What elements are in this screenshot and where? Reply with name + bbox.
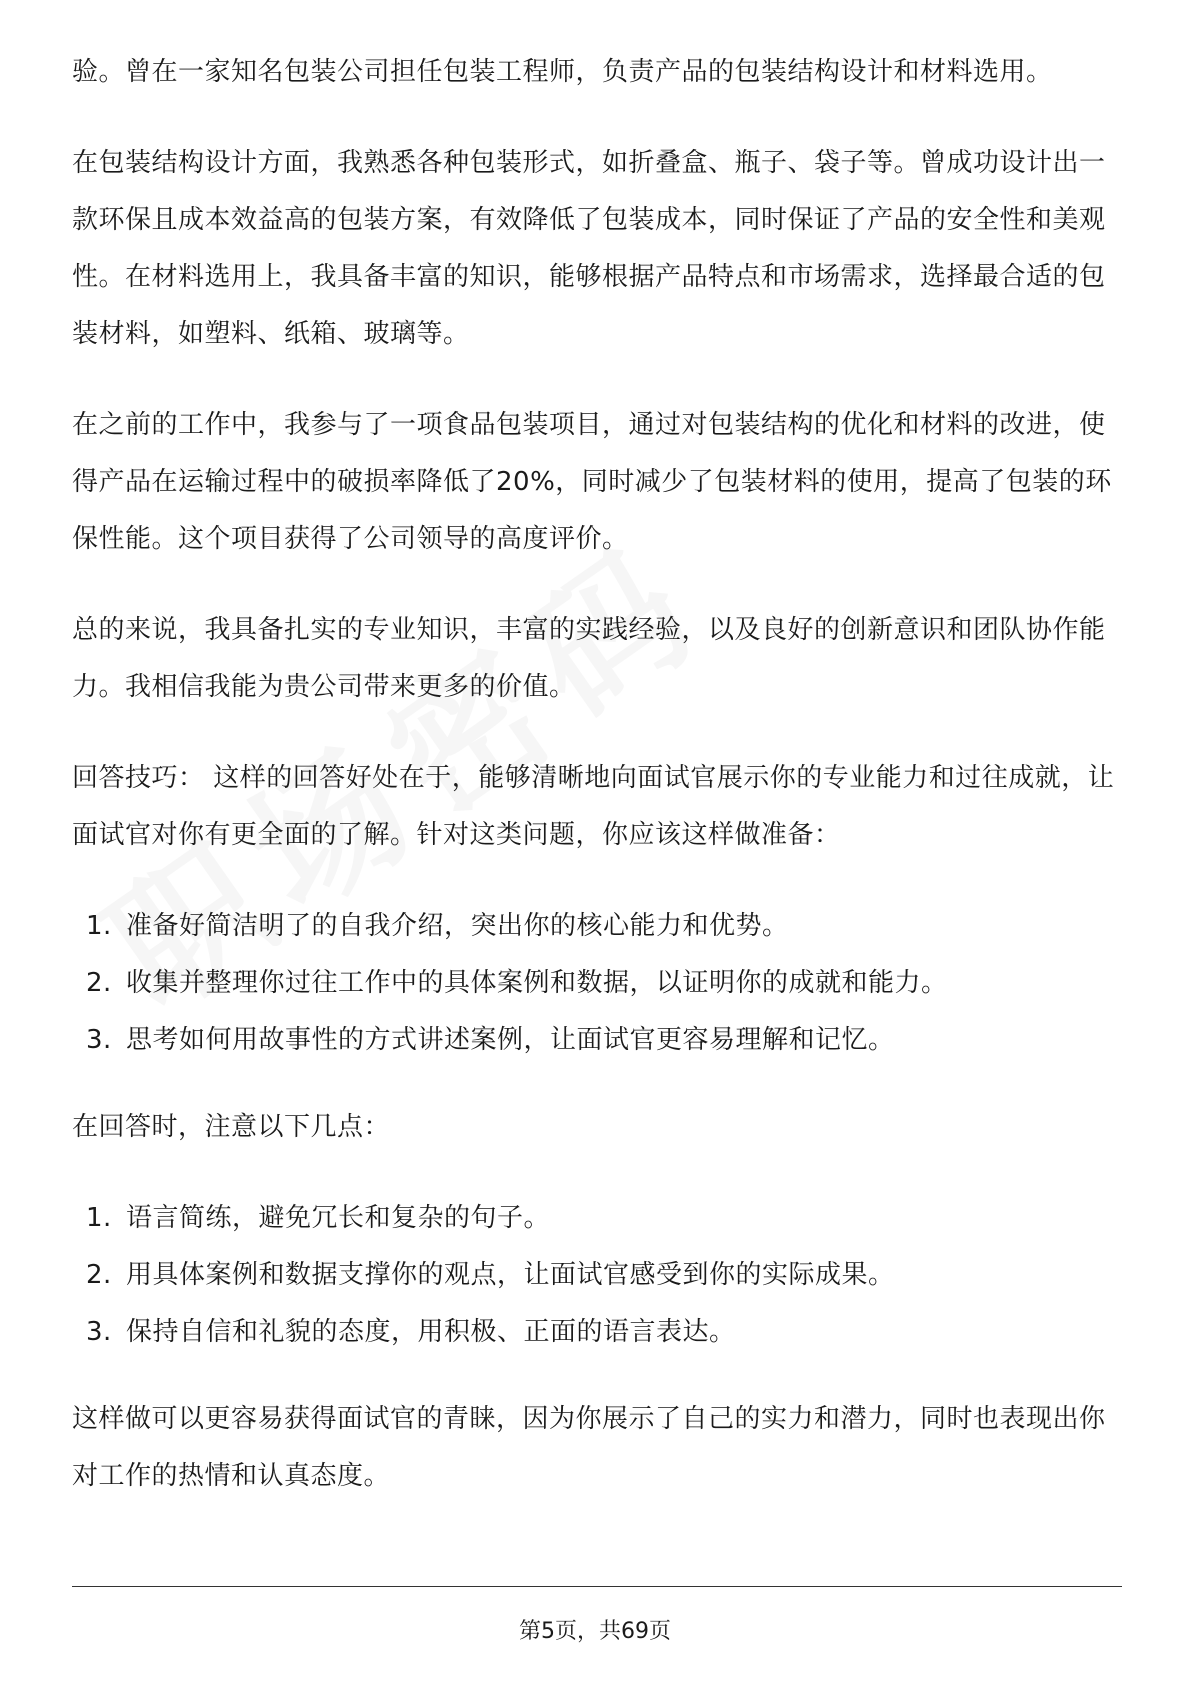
document-body xyxy=(72,44,1122,1539)
list-number: 1. xyxy=(86,911,112,941)
list-number: 1. xyxy=(86,1203,112,1233)
list-number: 3. xyxy=(86,1025,112,1055)
list-number: 2. xyxy=(86,1260,112,1290)
footer-divider xyxy=(72,1586,1122,1587)
list-text: 用具体案例和数据支撑你的观点，让面试官感受到你的实际成果。 xyxy=(126,1260,895,1290)
list-item xyxy=(72,1247,1122,1304)
list-text: 准备好简洁明了的自我介绍，突出你的核心能力和优势。 xyxy=(126,911,789,941)
list-number: 2. xyxy=(86,968,112,998)
paragraph-3: 在之前的工作中，我参与了一项食品包装项目，通过对包装结构的优化和材料的改进，使得产品在运输过程中的破损率降低了20%，同时减少了包装材料的使用，提高了包装的环保性能。这个项目获得了公司领导的高度评价。 xyxy=(72,410,1112,554)
list-text: 语言简练，避免冗长和复杂的句子。 xyxy=(126,1203,551,1233)
list-number: 3. xyxy=(86,1317,112,1347)
closing-paragraph: 这样做可以更容易获得面试官的青睐，因为你展示了自己的实力和潜力，同时也表现出你对工作的热情和认真态度。 xyxy=(72,1404,1106,1491)
list-item xyxy=(72,1304,1122,1361)
answer-notes-intro: 在回答时，注意以下几点： xyxy=(72,1112,391,1142)
answer-notes-list xyxy=(72,1190,1122,1361)
list-item xyxy=(72,955,1122,1012)
list-item xyxy=(72,1190,1122,1247)
list-text: 思考如何用故事性的方式讲述案例，让面试官更容易理解和记忆。 xyxy=(126,1025,895,1055)
page-number: 第5页，共69页 xyxy=(519,1619,671,1644)
answer-tip-paragraph: 回答技巧： 这样的回答好处在于，能够清晰地向面试官展示你的专业能力和过往成就，让面试官对你有更全面的了解。针对这类问题，你应该这样做准备： xyxy=(72,763,1115,850)
list-item xyxy=(72,898,1122,955)
list-text: 收集并整理你过往工作中的具体案例和数据，以证明你的成就和能力。 xyxy=(126,968,948,998)
list-text: 保持自信和礼貌的态度，用积极、正面的语言表达。 xyxy=(126,1317,736,1347)
paragraph-2: 在包装结构设计方面，我熟悉各种包装形式，如折叠盒、瓶子、袋子等。曾成功设计出一款环保且成本效益高的包装方案，有效降低了包装成本，同时保证了产品的安全性和美观性。在材料选用上，我具备丰富的知识，能够根据产品特点和市场需求，选择最合适的包装材料，如塑料、纸箱、玻璃等。 xyxy=(72,148,1106,349)
paragraph-1: 验。曾在一家知名包装公司担任包装工程师，负责产品的包装结构设计和材料选用。 xyxy=(72,57,1053,87)
list-item xyxy=(72,1012,1122,1069)
preparation-list xyxy=(72,898,1122,1069)
paragraph-4: 总的来说，我具备扎实的专业知识，丰富的实践经验，以及良好的创新意识和团队协作能力。我相信我能为贵公司带来更多的价值。 xyxy=(72,615,1106,702)
